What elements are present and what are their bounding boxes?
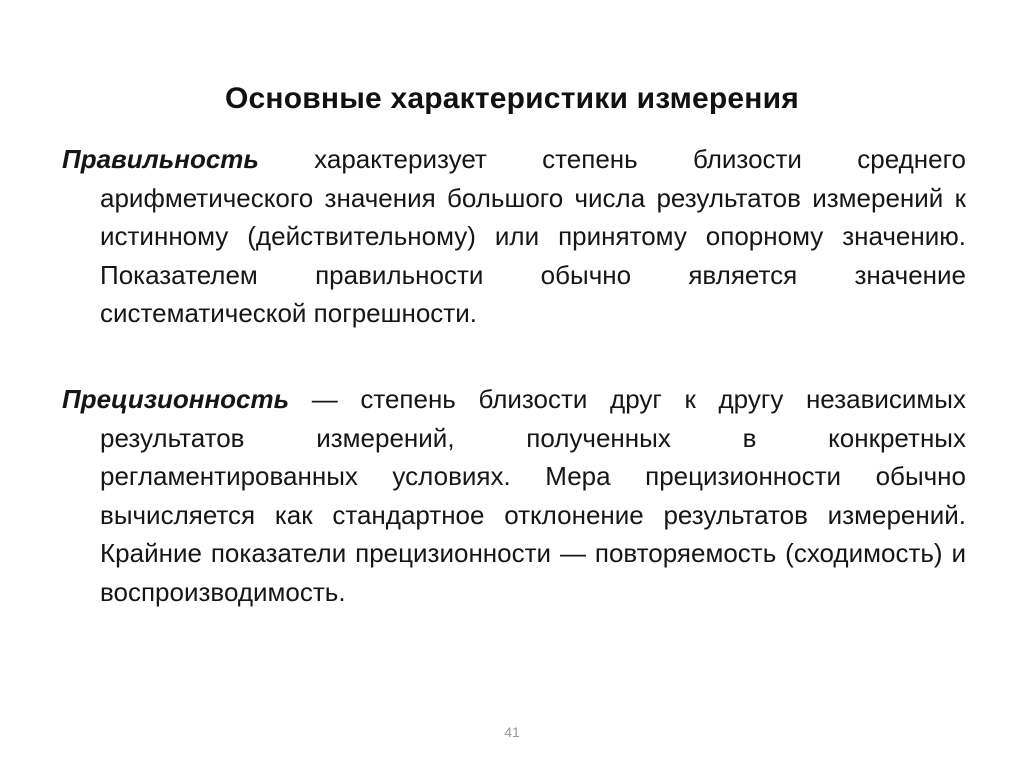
paragraph-correctness [62,140,966,333]
definition-precision: — степень близости друг к другу независимых результатов измерений, полученных в конкретных регламентированных условиях. Мера прецизионности обычно вычисляется как стандартное отклонение результатов измерений. Крайние показатели прецизионности — повторяемость (сходимость) и воспроизводимость. [100,384,966,607]
page-number: 41 [504,724,520,740]
slide-title: Основные характеристики измерения [225,82,799,115]
term-correctness: Правильность [62,144,259,174]
definition-correctness: характеризует степень близости среднего арифметического значения большого числа результатов измерений к истинному (действительному) или принятому опорному значению. Показателем правильности обычно является значение систематической погрешности. [100,144,966,328]
paragraph-precision [62,380,966,611]
term-precision: Прецизионность [62,384,290,414]
